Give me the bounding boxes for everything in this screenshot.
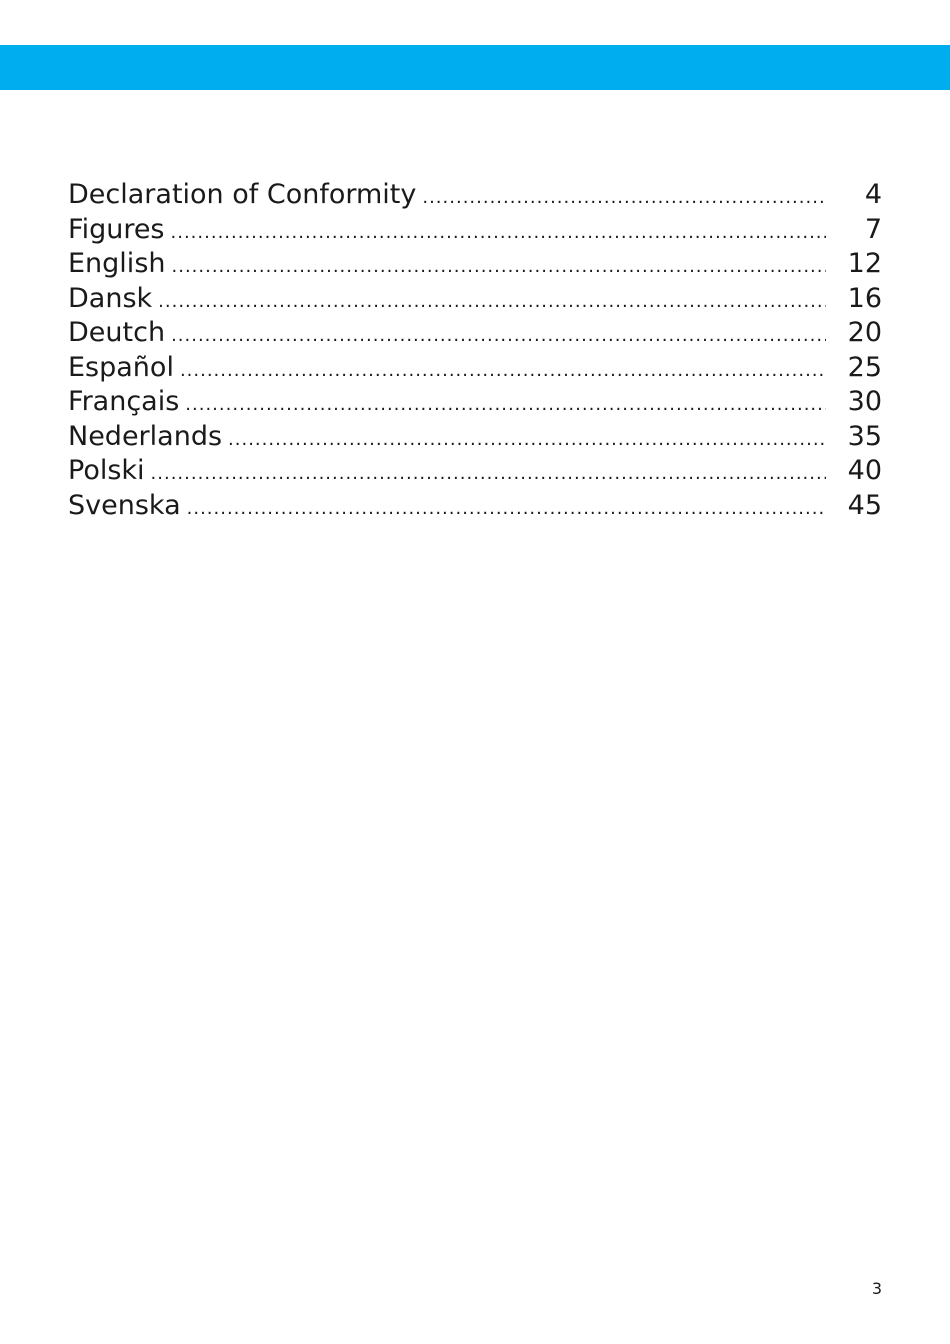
toc-page-number: 25	[847, 351, 882, 383]
toc-page-number: 20	[847, 317, 882, 348]
toc-title: Español	[68, 351, 174, 383]
toc-leader-dots	[422, 181, 826, 216]
page-number: 3	[871, 1279, 882, 1298]
toc-page-number: 35	[847, 420, 882, 452]
toc-title: Nederlands	[68, 420, 223, 452]
toc-entry-francais[interactable]	[68, 385, 882, 420]
table-of-contents	[68, 178, 882, 523]
toc-leader-dots	[151, 457, 826, 492]
toc-title: Figures	[68, 213, 165, 245]
toc-page-number: 16	[847, 282, 882, 314]
toc-title: English	[68, 248, 166, 279]
toc-entry-polski[interactable]	[68, 454, 882, 489]
toc-leader-dots	[171, 319, 826, 354]
toc-title: Français	[68, 386, 180, 417]
toc-page-number: 40	[847, 455, 882, 486]
toc-leader-dots	[228, 423, 826, 458]
toc-page-number: 12	[847, 248, 882, 279]
toc-entry-nederlands[interactable]	[68, 420, 882, 455]
toc-page-number: 7	[864, 213, 882, 245]
toc-leader-dots	[185, 388, 826, 423]
toc-title: Svenska	[68, 489, 181, 521]
toc-entry-dansk[interactable]	[68, 282, 882, 317]
toc-page-number: 45	[847, 489, 882, 521]
toc-entry-declaration-of-conformity[interactable]	[68, 178, 882, 213]
toc-leader-dots	[187, 492, 826, 527]
toc-leader-dots	[171, 216, 826, 251]
toc-entry-svenska[interactable]	[68, 489, 882, 524]
toc-page-number: 4	[864, 179, 882, 210]
toc-entry-english[interactable]	[68, 247, 882, 282]
toc-title: Polski	[68, 455, 145, 486]
toc-title: Deutch	[68, 317, 166, 348]
toc-title: Declaration of Conformity	[68, 179, 417, 210]
toc-entry-figures[interactable]	[68, 213, 882, 248]
toc-page-number: 30	[847, 386, 882, 417]
toc-leader-dots	[180, 354, 826, 389]
toc-leader-dots	[172, 250, 827, 285]
toc-title: Dansk	[68, 282, 153, 314]
toc-entry-deutch[interactable]	[68, 316, 882, 351]
toc-entry-espanol[interactable]	[68, 351, 882, 386]
toc-leader-dots	[158, 285, 826, 320]
header-color-band	[0, 45, 950, 90]
